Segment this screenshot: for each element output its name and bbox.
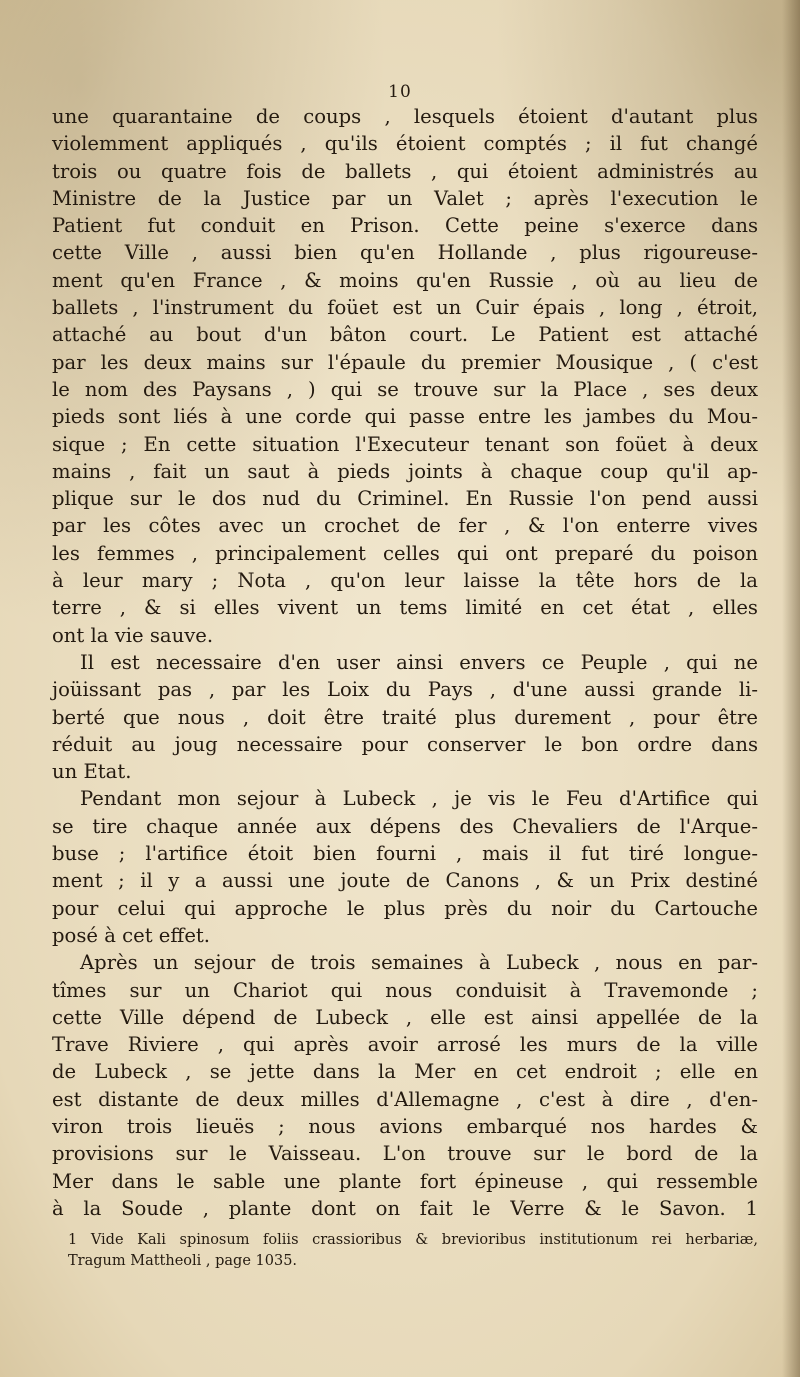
text-line: pour celui qui approche le plus près du noir du Cartouche xyxy=(52,896,758,920)
body-text xyxy=(52,103,758,1222)
text-line: les femmes , principalement celles qui ont preparé du poison xyxy=(52,541,758,565)
text-line: par les côtes avec un crochet de fer , & l'on enterre vives xyxy=(52,514,758,538)
text-line: ment ; il y a aussi une joute de Canons , & un Prix destiné xyxy=(52,869,758,893)
text-line: ballets , l'instrument du foüet est un Cuir épais , long , étroit, xyxy=(52,296,758,320)
text-line: ont la vie sauve. xyxy=(52,623,214,647)
text-line: terre , & si elles vivent un tems limité en cet état , elles xyxy=(52,596,758,620)
text-line: sique ; En cette situation l'Executeur tenant son foüet à deux xyxy=(52,432,758,456)
page-edge-shadow xyxy=(782,0,800,1377)
text-line: plique sur le dos nud du Criminel. En Russie l'on pend aussi xyxy=(52,487,758,511)
footnote xyxy=(68,1230,758,1272)
footnote-line: Tragum Mattheoli , page 1035. xyxy=(68,1253,298,1269)
text-line: mains , fait un saut à pieds joints à chaque coup qu'il ap- xyxy=(52,459,758,483)
text-line: à la Soude , plante dont on fait le Verre & le Savon. 1 xyxy=(52,1196,758,1220)
text-line: est distante de deux milles d'Allemagne , c'est à dire , d'en- xyxy=(52,1087,758,1111)
text-line: Trave Riviere , qui après avoir arrosé les murs de la ville xyxy=(52,1033,758,1057)
text-line: le nom des Paysans , ) qui se trouve sur la Place , ses deux xyxy=(52,377,758,401)
text-line: viron trois lieuës ; nous avions embarqué nos hardes & xyxy=(52,1114,758,1138)
text-line: Pendant mon sejour à Lubeck , je vis le Feu d'Artifice qui xyxy=(80,787,758,811)
text-line: pieds sont liés à une corde qui passe entre les jambes du Mou- xyxy=(52,405,758,429)
text-line: tîmes sur un Chariot qui nous conduisit à Travemonde ; xyxy=(52,978,758,1002)
text-line: un Etat. xyxy=(52,760,132,784)
text-line: berté que nous , doit être traité plus durement , pour être xyxy=(52,705,758,729)
text-line: joüissant pas , par les Loix du Pays , d'une aussi grande li- xyxy=(52,678,758,702)
text-line: trois ou quatre fois de ballets , qui étoient administrés au xyxy=(52,159,758,183)
text-line: provisions sur le Vaisseau. L'on trouve sur le bord de la xyxy=(52,1142,758,1166)
text-line: Mer dans le sable une plante fort épineuse , qui ressemble xyxy=(52,1169,758,1193)
text-line: une quarantaine de coups , lesquels étoient d'autant plus xyxy=(52,105,758,128)
text-line: attaché au bout d'un bâton court. Le Patient est attaché xyxy=(52,323,758,347)
text-line: Ministre de la Justice par un Valet ; après l'execution le xyxy=(52,186,758,210)
page-number: 10 xyxy=(388,82,412,102)
text-line: cette Ville dépend de Lubeck , elle est ainsi appellée de la xyxy=(52,1005,758,1029)
text-line: par les deux mains sur l'épaule du premier Mousique , ( c'est xyxy=(52,350,758,374)
footnote-line: 1 Vide Kali spinosum foliis crassioribus & brevioribus institutionum rei herbariæ, xyxy=(68,1232,758,1248)
text-line: posé à cet effet. xyxy=(52,923,211,947)
text-line: se tire chaque année aux dépens des Chevaliers de l'Arque- xyxy=(52,814,758,838)
text-line: Il est necessaire d'en user ainsi envers ce Peuple , qui ne xyxy=(80,650,758,674)
text-line: buse ; l'artifice étoit bien fourni , mais il fut tiré longue- xyxy=(52,842,758,866)
text-line: de Lubeck , se jette dans la Mer en cet endroit ; elle en xyxy=(52,1060,758,1084)
text-line: réduit au joug necessaire pour conserver le bon ordre dans xyxy=(52,732,758,756)
text-line: violemment appliqués , qu'ils étoient comptés ; il fut changé xyxy=(52,132,758,156)
text-line: cette Ville , aussi bien qu'en Hollande , plus rigoureuse- xyxy=(52,241,758,265)
text-line: ment qu'en France , & moins qu'en Russie , où au lieu de xyxy=(52,268,758,292)
text-line: Patient fut conduit en Prison. Cette peine s'exerce dans xyxy=(52,214,758,238)
text-line: Après un sejour de trois semaines à Lubeck , nous en par- xyxy=(80,951,758,975)
text-line: à leur mary ; Nota , qu'on leur laisse la tête hors de la xyxy=(52,569,758,593)
